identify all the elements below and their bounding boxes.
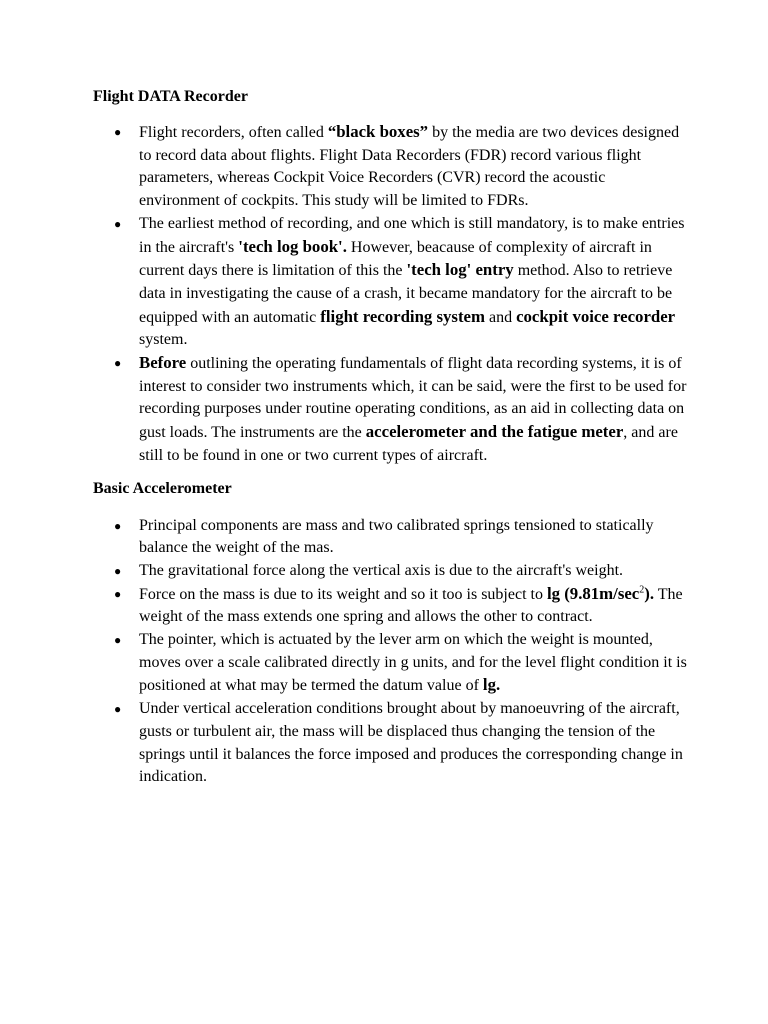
bullet-icon: ● (114, 563, 122, 578)
list-item: ● Before outlining the operating fundamentals of flight data recording systems, it is of interest to consider two instruments which, it can be said, were the first to be used for recording purposes under routine operating conditions, as an aid in collecting data on gust loads. The instruments are the accelerometer and the fatigue meter, and are still to be found in one or two current types of aircraft. (114, 353, 687, 464)
basic-accelerometer-list (93, 515, 688, 789)
bullet-icon: ● (114, 702, 122, 717)
list-item: ● Flight recorders, often called “black boxes” by the media are two devices designed to record data about flights. Flight Data Recorders (FDR) record various flight parameters, whereas Cockpit Voice Recorders (CVR) record the acoustic environment of cockpits. This study will be limited to FDRs. (114, 122, 680, 210)
bullet-icon: ● (114, 125, 122, 139)
section-heading-basic-accelerometer: Basic Accelerometer (93, 479, 232, 497)
list-item: ● Force on the mass is due to its weight and so it too is subject to $\lg (9.81m/\sec^2)$. The weight of the mass extends one spring and allows the other to contract. (114, 583, 683, 626)
list-item: ● Under vertical acceleration conditions brought about by manoeuvring of the aircraft, gusts or turbulent air, the mass will be displaced thus changing the tension of the springs until it balances the force imposed and produces the corresponding change in indication. (114, 700, 683, 786)
bullet-icon: ● (114, 518, 122, 533)
list-item: ● Principal components are mass and two calibrated springs tensioned to statically balance the weight of the mas. (114, 516, 654, 557)
bullet-icon: ● (114, 586, 122, 601)
bullet-icon: ● (114, 356, 122, 371)
section-heading-flight-data-recorder: Flight DATA Recorder (93, 88, 248, 105)
list-item: ● The gravitational force along the vertical axis is due to the aircraft's weight. (93, 560, 688, 583)
list-item: ● The earliest method of recording, and one which is still mandatory, is to make entries in the aircraft's 'tech log book'. However, beacause of complexity of aircraft in current days there is limitation of this the 'tech log' entry method. Also to retrieve data in investigating the cause of a crash, it became mandatory for the aircraft to be equipped with an automatic flight recording system and cockpit voice recorder system. (114, 214, 685, 349)
bullet-icon: ● (114, 633, 122, 648)
flight-data-recorder-list (93, 121, 688, 468)
bullet-icon: ● (114, 216, 122, 231)
list-item: ● The pointer, which is actuated by the lever arm on which the weight is mounted, moves over a scale calibrated directly in g units, and for the level flight condition it is positioned at what may be termed the datum value of lg. (114, 631, 687, 695)
